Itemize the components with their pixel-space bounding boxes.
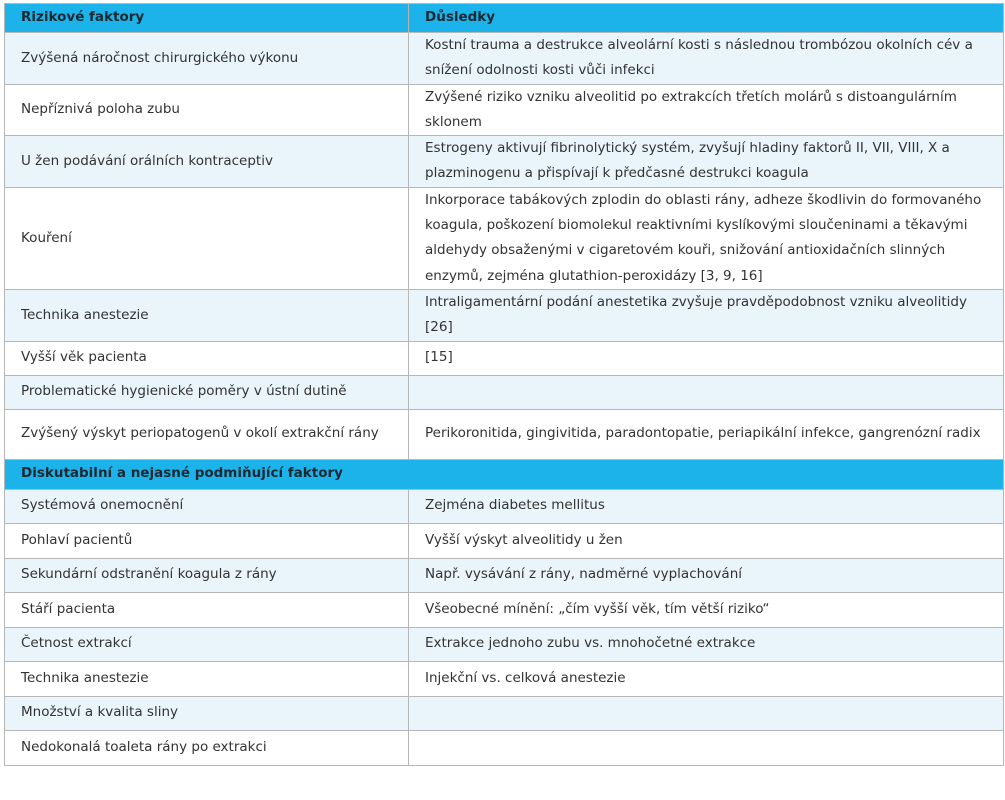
factor-cell: Nedokonalá toaleta rány po extrakci [5,730,409,765]
factor-cell: Technika anestezie [5,661,409,696]
table-row [5,696,1004,730]
consequence-cell: Všeobecné mínění: „čím vyšší věk, tím větší riziko“ [409,592,1004,627]
factor-cell: Zvýšená náročnost chirurgického výkonu [5,33,409,85]
consequence-cell: Extrakce jednoho zubu vs. mnohočetné extrakce [409,627,1004,661]
table-row [5,33,1004,85]
table-row [5,341,1004,375]
header-consequences: Důsledky [409,4,1004,33]
section-header-row [5,459,1004,489]
factor-cell: Zvýšený výskyt periopatogenů v okolí extrakční rány [5,409,409,459]
factor-cell: Systémová onemocnění [5,489,409,523]
table-row [5,409,1004,459]
section-title: Diskutabilní a nejasné podmiňující faktory [5,459,1004,489]
table-row [5,523,1004,558]
table-row [5,489,1004,523]
consequence-cell [409,730,1004,765]
consequence-cell: Kostní trauma a destrukce alveolární kosti s následnou trombózou okolních cév a snížení odolnosti kosti vůči infekci [409,33,1004,85]
factor-cell: Kouření [5,187,409,289]
consequence-cell [409,375,1004,409]
table-row [5,84,1004,136]
consequence-cell: Perikoronitida, gingivitida, paradontopatie, periapikální infekce, gangrenózní radix [409,409,1004,459]
consequence-cell: Inkorporace tabákových zplodin do oblasti rány, adheze škodlivin do formovaného koagula, poškození biomolekul reaktivními kyslíkovými sloučeninami a těkavými aldehydy obsaženými v cigaretovém kouři, snižování antioxidačních slinných enzymů, zejména glutathion-peroxidázy [3, 9, 16] [409,187,1004,289]
table-row [5,730,1004,765]
consequence-cell [409,696,1004,730]
table-row [5,558,1004,592]
table-row [5,289,1004,341]
table-row [5,592,1004,627]
consequence-cell: Zejména diabetes mellitus [409,489,1004,523]
factor-cell: Pohlaví pacientů [5,523,409,558]
header-risk-factors: Rizikové faktory [5,4,409,33]
table-row [5,375,1004,409]
factor-cell: Sekundární odstranění koagula z rány [5,558,409,592]
consequence-cell: Zvýšené riziko vzniku alveolitid po extrakcích třetích molárů s distoangulárním sklonem [409,84,1004,136]
factor-cell: Problematické hygienické poměry v ústní dutině [5,375,409,409]
factor-cell: Množství a kvalita sliny [5,696,409,730]
factor-cell: Vyšší věk pacienta [5,341,409,375]
table-header-row [5,4,1004,33]
consequence-cell: Intraligamentární podání anestetika zvyšuje pravděpodobnost vzniku alveolitidy [26] [409,289,1004,341]
factor-cell: Stáří pacienta [5,592,409,627]
factor-cell: Technika anestezie [5,289,409,341]
consequence-cell: Estrogeny aktivují fibrinolytický systém, zvyšují hladiny faktorů II, VII, VIII, X a plazminogenu a přispívají k předčasné destrukci koagula [409,136,1004,188]
factor-cell: U žen podávání orálních kontraceptiv [5,136,409,188]
consequence-cell: Vyšší výskyt alveolitidy u žen [409,523,1004,558]
consequence-cell: Např. vysávání z rány, nadměrné vyplachování [409,558,1004,592]
table-row [5,661,1004,696]
factor-cell: Četnost extrakcí [5,627,409,661]
consequence-cell: [15] [409,341,1004,375]
risk-factors-table [4,3,1004,766]
table-row [5,136,1004,188]
consequence-cell: Injekční vs. celková anestezie [409,661,1004,696]
factor-cell: Nepříznivá poloha zubu [5,84,409,136]
table-row [5,627,1004,661]
table-row [5,187,1004,289]
